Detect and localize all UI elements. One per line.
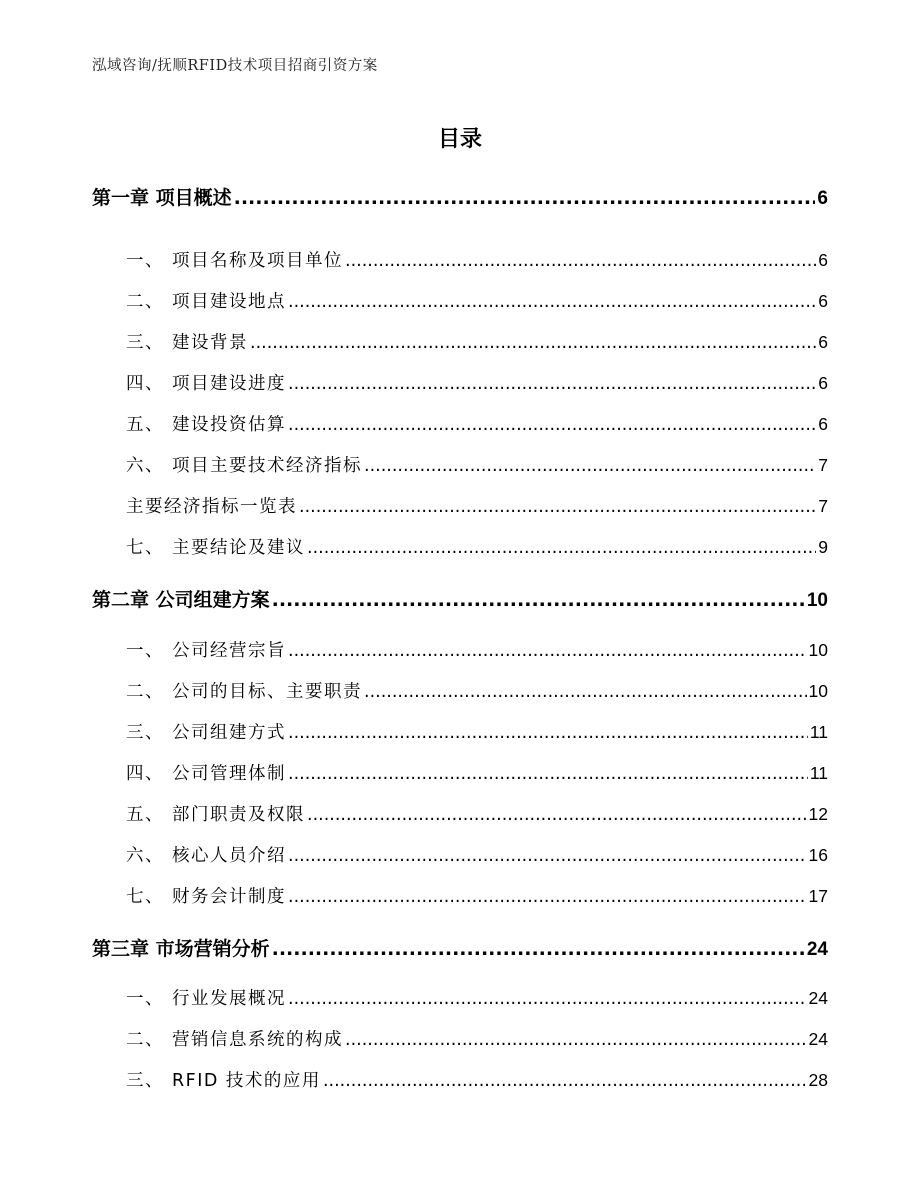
toc-entry-text: 项目名称及项目单位 <box>172 251 343 271</box>
toc-entry-text: 建设背景 <box>172 333 248 353</box>
toc-section-entry[interactable] <box>126 452 828 477</box>
toc-section-entry[interactable] <box>126 883 828 908</box>
toc-page-number: 24 <box>806 939 828 960</box>
toc-entry-number: 五、 <box>126 415 164 435</box>
toc-section-entry[interactable] <box>126 678 828 703</box>
toc-section-entry[interactable] <box>126 411 828 436</box>
dot-leader <box>272 938 805 960</box>
dot-leader <box>323 1071 807 1091</box>
toc-entry-label <box>126 247 343 272</box>
toc-section-entry[interactable] <box>126 801 828 826</box>
toc-entry-label <box>92 183 232 210</box>
toc-page-number: 6 <box>818 250 828 270</box>
toc-page-number: 6 <box>817 188 828 209</box>
toc-entry-number: 五、 <box>126 805 164 825</box>
toc-entry-text: 公司组建方式 <box>172 723 286 743</box>
toc-entry-number: 一、 <box>126 251 164 271</box>
dot-leader <box>288 887 807 907</box>
toc-page-number: 6 <box>818 332 828 352</box>
toc-entry-label <box>92 585 270 612</box>
toc-entry-number: 一、 <box>126 989 164 1009</box>
toc-entry-label <box>126 411 286 436</box>
toc-page-number: 17 <box>808 886 828 906</box>
toc-entry-label <box>126 1026 343 1051</box>
toc-entry-label <box>126 329 248 354</box>
toc-entry-text: RFID 技术的应用 <box>172 1071 321 1091</box>
dot-leader <box>288 723 808 743</box>
toc-page-number: 11 <box>809 722 828 742</box>
toc-entry-number: 一、 <box>126 641 164 661</box>
dot-leader <box>299 497 816 517</box>
toc-page-number: 9 <box>818 537 828 557</box>
dot-leader <box>234 187 816 209</box>
toc-entry-text: 第一章 项目概述 <box>92 187 232 209</box>
toc-entry-label <box>126 637 286 662</box>
toc-section-entry[interactable] <box>126 985 828 1010</box>
toc-chapter-entry[interactable] <box>92 585 828 612</box>
toc-page-number: 7 <box>818 496 828 516</box>
toc-page-number: 24 <box>808 1029 828 1049</box>
dot-leader <box>345 251 816 271</box>
dot-leader <box>307 805 807 825</box>
toc-entry-label <box>126 534 305 559</box>
dot-leader <box>364 682 807 702</box>
toc-page-number: 6 <box>818 414 828 434</box>
toc-entry-text: 第三章 市场营销分析 <box>92 938 270 960</box>
toc-page-number: 10 <box>808 681 828 701</box>
toc-entry-number: 二、 <box>126 1030 164 1050</box>
toc-page-number: 24 <box>808 988 828 1008</box>
dot-leader <box>288 641 807 661</box>
toc-page-number: 12 <box>808 804 828 824</box>
toc-section-entry[interactable] <box>126 842 828 867</box>
toc-entry-text: 项目主要技术经济指标 <box>172 456 362 476</box>
toc-section-entry[interactable] <box>126 1067 828 1092</box>
toc-section-entry[interactable] <box>126 493 828 518</box>
toc-entry-label <box>126 1067 321 1092</box>
toc-entry-text: 项目建设进度 <box>172 374 286 394</box>
toc-entry-number: 三、 <box>126 333 164 353</box>
toc-entry-text: 公司管理体制 <box>172 764 286 784</box>
toc-page-number: 6 <box>818 373 828 393</box>
toc-page-number: 16 <box>808 845 828 865</box>
dot-leader <box>288 415 816 435</box>
toc-title: 目录 <box>437 127 482 152</box>
toc-page-number: 7 <box>818 455 828 475</box>
toc-entry-label <box>126 842 286 867</box>
dot-leader <box>307 538 816 558</box>
toc-entry-text: 公司的目标、主要职责 <box>172 682 362 702</box>
toc-section-entry[interactable] <box>126 329 828 354</box>
dot-leader <box>288 292 816 312</box>
toc-section-entry[interactable] <box>126 1026 828 1051</box>
toc-entry-label <box>126 801 305 826</box>
toc-entry-number: 六、 <box>126 846 164 866</box>
toc-section-entry[interactable] <box>126 288 828 313</box>
toc-section-entry[interactable] <box>126 637 828 662</box>
toc-entry-text: 行业发展概况 <box>172 989 286 1009</box>
toc-entry-label <box>126 760 286 785</box>
dot-leader <box>288 989 807 1009</box>
toc-section-entry[interactable] <box>126 370 828 395</box>
toc-chapter-entry[interactable] <box>92 183 828 210</box>
toc-entry-text: 核心人员介绍 <box>172 846 286 866</box>
toc-section-entry[interactable] <box>126 760 828 785</box>
dot-leader <box>288 764 808 784</box>
toc-section-entry[interactable] <box>126 247 828 272</box>
dot-leader <box>288 846 807 866</box>
toc-entry-number: 四、 <box>126 374 164 394</box>
dot-leader <box>345 1030 807 1050</box>
running-header: 泓域咨询/抚顺RFID技术项目招商引资方案 <box>92 58 378 74</box>
toc-entry-text: 财务会计制度 <box>172 887 286 907</box>
toc-entry-text: 公司经营宗旨 <box>172 641 286 661</box>
toc-entry-number: 二、 <box>126 682 164 702</box>
toc-entry-number: 六、 <box>126 456 164 476</box>
dot-leader <box>272 589 805 611</box>
toc-entry-number: 三、 <box>126 1071 164 1091</box>
toc-entry-number: 二、 <box>126 292 164 312</box>
toc-entry-label <box>126 493 297 518</box>
toc-entry-text: 主要结论及建议 <box>172 538 305 558</box>
toc-entry-text: 部门职责及权限 <box>172 805 305 825</box>
toc-page-number: 6 <box>818 291 828 311</box>
toc-entry-number: 四、 <box>126 764 164 784</box>
toc-entry-number: 七、 <box>126 538 164 558</box>
toc-section-entry[interactable] <box>126 534 828 559</box>
toc-section-entry[interactable] <box>126 719 828 744</box>
toc-entry-label <box>126 719 286 744</box>
toc-entry-label <box>126 452 362 477</box>
toc-entry-number: 七、 <box>126 887 164 907</box>
dot-leader <box>288 374 816 394</box>
toc-entry-label <box>126 985 286 1010</box>
toc-page-number: 10 <box>806 590 828 611</box>
toc-chapter-entry[interactable] <box>92 934 828 961</box>
toc-entry-text: 第二章 公司组建方案 <box>92 589 270 611</box>
dot-leader <box>250 333 816 353</box>
toc-entry-text: 营销信息系统的构成 <box>172 1030 343 1050</box>
toc-entry-label <box>126 883 286 908</box>
toc-entry-label <box>126 288 286 313</box>
dot-leader <box>364 456 816 476</box>
toc-entry-number: 三、 <box>126 723 164 743</box>
toc-entry-label <box>126 678 362 703</box>
toc-entry-text: 建设投资估算 <box>172 415 286 435</box>
toc-entry-label <box>126 370 286 395</box>
toc-page-number: 10 <box>808 640 828 660</box>
toc-entry-label <box>92 934 270 961</box>
toc-page-number: 28 <box>808 1070 828 1090</box>
toc-page-number: 11 <box>809 763 828 783</box>
toc-entry-text: 项目建设地点 <box>172 292 286 312</box>
toc-entry-text: 主要经济指标一览表 <box>126 497 297 517</box>
